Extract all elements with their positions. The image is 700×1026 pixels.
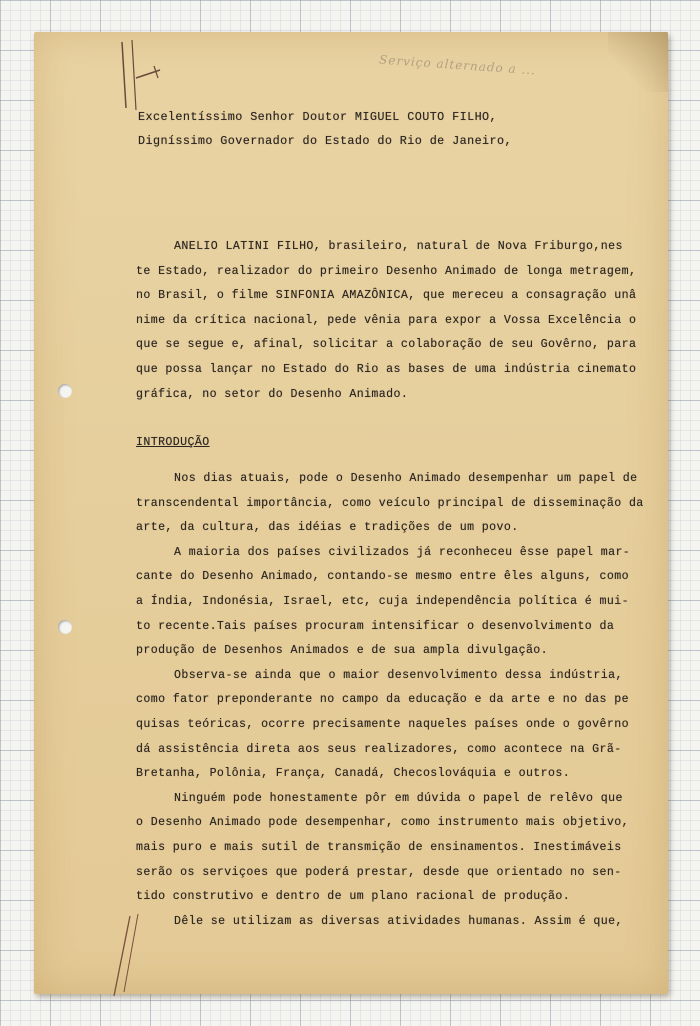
body-line: serão os serviçoes que poderá prestar, desde que orientado no sen- xyxy=(136,865,622,879)
body-line: dá assistência direta aos seus realizadores, como acontece na Grã- xyxy=(136,742,622,756)
intro-line: que se segue e, afinal, solicitar a colaboração de seu Govêrno, para xyxy=(136,338,637,352)
body-line: transcendental importância, como veículo principal de disseminação da xyxy=(136,496,644,510)
body-line: Ninguém pode honestamente pôr em dúvida o papel de relêvo que xyxy=(174,791,623,805)
intro-line: gráfica, no setor do Desenho Animado. xyxy=(136,387,409,401)
body-line: produção de Desenhos Animados e de sua ampla divulgação. xyxy=(136,644,549,658)
intro-line: nime da crítica nacional, pede vênia para expor a Vossa Excelência o xyxy=(136,313,637,327)
intro-line: no Brasil, o filme SINFONIA AMAZÔNICA, que mereceu a consagração unâ xyxy=(136,289,637,303)
document-sheet xyxy=(34,32,668,994)
punch-hole-top xyxy=(58,384,72,398)
intro-line: ANELIO LATINI FILHO, brasileiro, natural de Nova Friburgo,nes xyxy=(174,240,623,253)
body-line: a Índia, Indonésia, Israel, etc, cuja independência política é mui- xyxy=(136,595,629,608)
body-line: o Desenho Animado pode desempenhar, como instrumento mais objetivo, xyxy=(136,816,629,830)
punch-hole-bottom xyxy=(58,620,72,634)
body-line: como fator preponderante no campo da educação e da arte e no das pe xyxy=(136,693,629,707)
pencil-annotation: Serviço alternado a ... xyxy=(378,52,537,78)
body-line: Bretanha, Polônia, França, Canadá, Checoslováquia e outros. xyxy=(136,767,571,781)
body-line: Dêle se utilizam as diversas atividades humanas. Assim é que, xyxy=(174,914,623,928)
pencil-bracket-mark xyxy=(114,38,174,118)
body-line: Nos dias atuais, pode o Desenho Animado desempenhar um papel de xyxy=(174,472,638,485)
intro-line: te Estado, realizador do primeiro Desenho Animado de longa metragem, xyxy=(136,264,637,278)
pencil-stroke-mark xyxy=(104,912,144,1002)
body-line: Observa-se ainda que o maior desenvolvimento dessa indústria, xyxy=(174,668,623,682)
body-line: quisas teóricas, ocorre precisamente naqueles países onde o govêrno xyxy=(136,718,629,731)
intro-line: que possa lançar no Estado do Rio as bases de uma indústria cinemato xyxy=(136,363,637,376)
salutation-line-2: Digníssimo Governador do Estado do Rio de Janeiro, xyxy=(138,134,512,148)
body-line: A maioria dos países civilizados já reconheceu êsse papel mar- xyxy=(174,545,631,559)
body-line: to recente.Tais países procuram intensificar o desenvolvimento da xyxy=(136,619,615,633)
body-line: mais puro e mais sutil de transmição de ensinamentos. Inestimáveis xyxy=(136,841,622,854)
body-line: cante do Desenho Animado, contando-se mesmo entre êles alguns, como xyxy=(136,570,629,584)
salutation-line-1: Excelentíssimo Senhor Doutor MIGUEL COUTO FILHO, xyxy=(138,110,498,124)
section-heading: INTRODUÇÃO xyxy=(136,436,210,449)
body-line: arte, da cultura, das idéias e tradições de um povo. xyxy=(136,521,519,535)
body-line: tido construtivo e dentro de um plano racional de produção. xyxy=(136,890,571,904)
